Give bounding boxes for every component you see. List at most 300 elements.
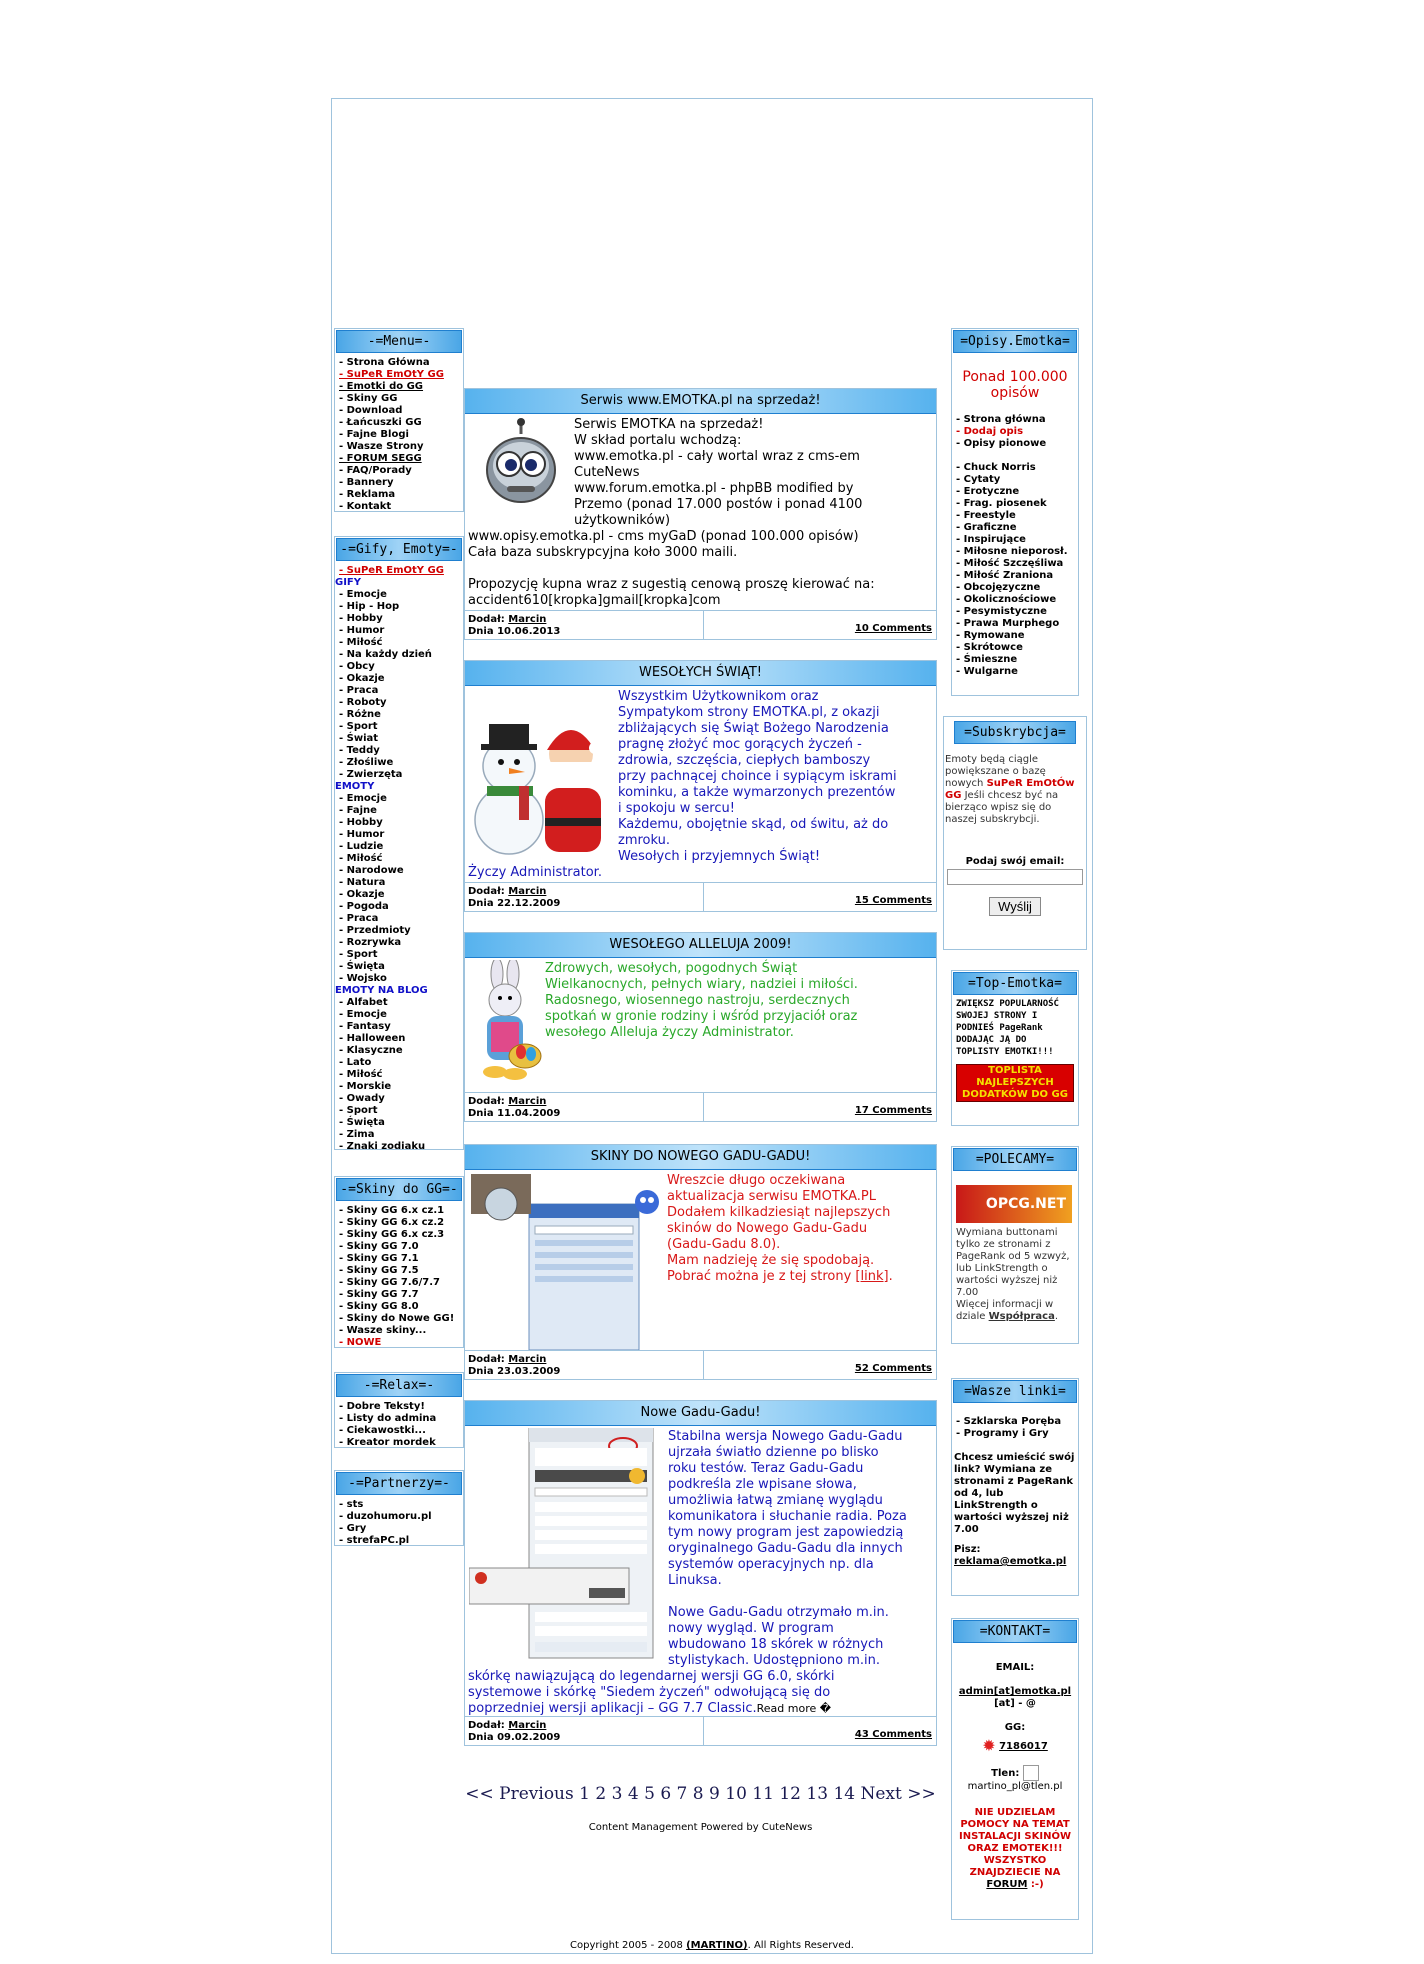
gify-item[interactable]: - Natura — [339, 877, 386, 888]
gify-header: -=Gify, Emoty=- — [336, 538, 462, 561]
menu-item[interactable]: - Kontakt — [339, 501, 392, 512]
pagination-page[interactable]: 3 — [611, 1784, 623, 1804]
subskrybcja-text — [944, 750, 1086, 826]
skiny-item[interactable]: - NOWE — [339, 1337, 382, 1348]
opisy-headline: Ponad 100.000 opisów — [962, 369, 1068, 401]
author-label: Dodał: — [468, 1096, 505, 1107]
pagination-page[interactable]: 2 — [595, 1784, 607, 1804]
post-footer — [465, 610, 936, 639]
gify-item[interactable]: - Sport — [339, 1105, 378, 1116]
polecamy-more-end: . — [1054, 1311, 1059, 1322]
opisy-item — [956, 450, 1078, 462]
post-line: Radosnego, wiosennego nastroju, serdecznych — [545, 993, 850, 1008]
menu-header: -=Menu=- — [336, 330, 462, 353]
comments-link[interactable]: 52 Comments — [854, 1363, 932, 1374]
news-post — [464, 932, 937, 1122]
gify-item[interactable]: - Hip - Hop — [339, 601, 400, 612]
subscribe-email-input[interactable] — [947, 869, 1083, 885]
post-line: użytkowników) — [574, 513, 671, 528]
subskrybcja-box — [943, 716, 1087, 950]
wasze-item[interactable]: - Szklarska Poręba — [956, 1416, 1062, 1427]
news-post — [464, 660, 937, 912]
comments-link[interactable]: 43 Comments — [854, 1729, 932, 1740]
tlen-label: Tlen: — [991, 1768, 1020, 1779]
opisy-item[interactable]: - Miłosne nieporosł. — [956, 546, 1068, 557]
author-label: Dodał: — [468, 1720, 505, 1731]
comments-cell — [703, 611, 936, 639]
gify-item[interactable]: - Sport — [339, 949, 378, 960]
gg-number-link[interactable]: 7186017 — [999, 1741, 1048, 1752]
comments-link[interactable]: 17 Comments — [854, 1105, 932, 1116]
post-line: umożliwia łatwą zmianę wyglądu — [668, 1493, 883, 1508]
post-title: Serwis www.EMOTKA.pl na sprzedaż! — [465, 389, 936, 414]
menu-item[interactable]: - FORUM SEGG — [339, 453, 422, 464]
relax-item[interactable]: - Listy do admina — [339, 1413, 437, 1424]
menu-item[interactable]: - Fajne Blogi — [339, 429, 409, 440]
post-line: oryginalnego Gadu-Gadu dla innych — [668, 1541, 903, 1556]
pagination-page[interactable]: 5 — [644, 1784, 655, 1804]
wasze-linki-text: Chcesz umieścić swój link? Wymiana ze stronami z PageRank od 4, lub LinkStrength o wartości wyższej niż 7.00 — [954, 1452, 1075, 1535]
gify-item[interactable]: - Owady — [339, 1093, 385, 1104]
opisy-item[interactable]: - Rymowane — [956, 630, 1025, 641]
post-footer — [465, 1092, 936, 1121]
menu-list — [335, 354, 463, 513]
post-line: spotkań w gronie rodziny i wśród przyjaciół oraz — [545, 1009, 858, 1024]
post-line: Linuksa. — [668, 1573, 722, 1588]
admin-email-link[interactable]: admin[at]emotka.pl — [958, 1686, 1072, 1697]
post-line: Propozycję kupna wraz z sugestią cenową proszę kierować na: — [468, 577, 875, 592]
post-text — [667, 1173, 933, 1285]
post-meta — [468, 1354, 560, 1378]
gify-item[interactable]: - Rozrywka — [339, 937, 402, 948]
pisz-section — [952, 1536, 1078, 1568]
post-line: zmroku. — [618, 833, 670, 848]
gify-item[interactable]: - Lato — [339, 1057, 372, 1068]
post-footer — [465, 1716, 936, 1745]
subskrybcja-text-end: Jeśli chcesz być na bierząco wpisz się do naszej subskrybcji. — [945, 790, 1059, 825]
post-text — [468, 417, 933, 609]
post-line: Wreszcie długo oczekiwana — [667, 1173, 846, 1188]
reklama-mail-link[interactable]: reklama@emotka.pl — [954, 1556, 1067, 1567]
post-body — [465, 958, 936, 1095]
polecamy-description: Wymiana buttonami tylko ze stronami z PageRank od 5 wzwyż, lub LinkStrength o wartości wyższej niż 7.00 — [956, 1227, 1070, 1298]
comments-cell — [703, 883, 936, 911]
post-date: Dnia 23.03.2009 — [468, 1366, 561, 1377]
gg-number-row — [952, 1736, 1078, 1755]
gify-item[interactable]: - Humor — [339, 829, 385, 840]
post-title: SKINY DO NOWEGO GADU-GADU! — [465, 1145, 936, 1170]
skiny-item[interactable]: - Skiny do Nowe GG! — [339, 1313, 455, 1324]
opisy-item[interactable]: - Pesymistyczne — [956, 606, 1047, 617]
post-line: wbudowano 18 skórek w różnych — [668, 1637, 884, 1652]
tlen-status-icon — [1023, 1765, 1039, 1781]
news-post — [464, 388, 937, 640]
opisy-item[interactable]: - Wulgarne — [956, 666, 1018, 677]
skiny-item[interactable]: - Wasze skiny... — [339, 1325, 427, 1336]
skiny-item[interactable]: - Skiny GG 7.5 — [339, 1265, 419, 1276]
news-post — [464, 1144, 937, 1380]
menu-item[interactable]: - Strona Główna — [339, 357, 430, 368]
gify-item[interactable]: - Alfabet — [339, 997, 388, 1008]
gify-item[interactable]: - Emocje — [339, 1009, 387, 1020]
gify-box — [334, 536, 464, 1150]
post-line: Stabilna wersja Nowego Gadu-Gadu — [668, 1429, 903, 1444]
author-label: Dodał: — [468, 886, 505, 897]
opisy-item[interactable]: - Okolicznościowe — [956, 594, 1057, 605]
pagination-page[interactable]: 12 — [779, 1784, 801, 1804]
menu-item[interactable]: - Wasze Strony — [339, 441, 424, 452]
gify-item[interactable]: - Zwierzęta — [339, 769, 403, 780]
easter-bunny-image — [467, 960, 547, 1088]
author-label: Dodał: — [468, 1354, 505, 1365]
gify-item[interactable]: - Narodowe — [339, 865, 404, 876]
post-line: tym nowy program jest zapowiedzią — [668, 1525, 904, 1540]
wspolpraca-link[interactable]: Współpraca — [988, 1311, 1055, 1322]
opisy-item[interactable]: - Miłość Zraniona — [956, 570, 1054, 581]
post-footer — [465, 882, 936, 911]
skiny-item[interactable]: - Skiny GG 6.x cz.2 — [339, 1217, 445, 1228]
relax-item[interactable]: - Ciekawostki... — [339, 1425, 426, 1436]
post-line: i spokoju w sercu! — [618, 801, 735, 816]
opcg-banner[interactable]: OPCG.NET — [956, 1185, 1072, 1223]
pagination-page[interactable]: 7 — [676, 1784, 688, 1804]
post-line: Cała baza subskrypcyjna koło 3000 maili. — [468, 545, 738, 560]
author-label: Dodał: — [468, 614, 505, 625]
post-line: www.emotka.pl - cały wortal wraz z cms-em — [574, 449, 860, 464]
gify-item[interactable]: - Fantasy — [339, 1021, 391, 1032]
gify-item[interactable]: - Hobby — [339, 613, 383, 624]
gify-item[interactable]: - Obcy — [339, 661, 375, 672]
gadu-gadu-skin-screenshot-image — [471, 1174, 665, 1350]
skiny-item[interactable]: - Skiny GG 7.1 — [339, 1253, 419, 1264]
comments-cell — [703, 1717, 936, 1745]
gify-item[interactable]: - Miłość — [339, 637, 383, 648]
skiny-item[interactable]: - Skiny GG 7.6/7.7 — [339, 1277, 441, 1288]
author-link[interactable]: Marcin — [508, 614, 547, 625]
menu-item[interactable]: - FAQ/Porady — [339, 465, 412, 476]
read-more-link[interactable]: Read more � — [756, 1702, 832, 1715]
post-line: accident610[kropka]gmail[kropka]com — [468, 593, 721, 608]
post-title: Nowe Gadu-Gadu! — [465, 1401, 936, 1426]
post-line: przy pachnącej choince i sypiącym iskrami — [618, 769, 897, 784]
post-line: Pobrać można je z tej strony [link]. — [667, 1269, 893, 1284]
post-line: Życzy Administrator. — [468, 865, 602, 880]
post-line: skórkę nawiązującą do legendarnej wersji GG 6.0, skórki — [468, 1669, 835, 1684]
post-line: roku testów. Teraz Gadu-Gadu — [668, 1461, 864, 1476]
skiny-item[interactable]: - Skiny GG 6.x cz.1 — [339, 1205, 445, 1216]
toplista-banner[interactable]: TOPLISTA NAJLEPSZYCH DODATKÓW DO GG — [956, 1064, 1074, 1102]
author-link[interactable]: Marcin — [508, 1354, 547, 1365]
opisy-item[interactable]: - Opisy pionowe — [956, 438, 1047, 449]
warning-text: NIE UDZIELAM POMOCY NA TEMAT INSTALACJI SKINÓW ORAZ EMOTEK!!! WSZYSTKO ZNAJDZIECIE NA — [958, 1807, 1072, 1878]
skins-download-link[interactable]: link — [860, 1269, 884, 1284]
post-meta — [468, 1096, 560, 1120]
pagination-page[interactable]: 11 — [752, 1784, 774, 1804]
pagination-page[interactable]: 4 — [627, 1784, 639, 1804]
copyright — [331, 1940, 1093, 1951]
gify-item[interactable]: - Pogoda — [339, 901, 389, 912]
menu-box — [334, 328, 464, 512]
copyright-text: Copyright 2005 - 2008 — [570, 1940, 687, 1951]
opisy-item[interactable]: - Obcojęzyczne — [956, 582, 1041, 593]
pagination-page[interactable]: 6 — [660, 1784, 672, 1804]
gify-item[interactable]: - Ludzie — [339, 841, 384, 852]
post-line: Zdrowych, wesołych, pogodnych Świąt — [545, 961, 798, 976]
top-emotka-header: =Top-Emotka= — [953, 972, 1077, 995]
link-bracket: ]. — [883, 1269, 893, 1284]
post-line: zdrowia, szczęścia, ciepłych bamboszy — [618, 753, 871, 768]
post-line: Wesołych i przyjemnych Świąt! — [618, 849, 821, 864]
relax-list — [335, 1398, 463, 1449]
relax-item[interactable]: - Kreator mordek — [339, 1437, 436, 1448]
gify-item[interactable]: - Miłość — [339, 853, 383, 864]
opisy-item[interactable]: - Inspirujące — [956, 534, 1026, 545]
author-link[interactable]: Marcin — [508, 1720, 547, 1731]
menu-item[interactable]: - Reklama — [339, 489, 396, 500]
menu-item[interactable]: - SuPeR EmOtY GG — [339, 369, 444, 380]
post-line: systemowe i skórkę "Siedem życzeń" odwołującą się do — [468, 1685, 831, 1700]
post-line: podkreśla zle wpisane słowa, — [668, 1477, 857, 1492]
post-line — [468, 561, 933, 577]
polecamy-text — [952, 1227, 1078, 1323]
gify-item[interactable]: - Miłość — [339, 1069, 383, 1080]
pagination-page[interactable]: 8 — [692, 1784, 704, 1804]
opisy-header: =Opisy.Emotka= — [953, 330, 1077, 353]
gify-item[interactable]: - Roboty — [339, 697, 387, 708]
menu-item[interactable]: - Bannery — [339, 477, 394, 488]
post-line: Każdemu, obojętnie skąd, od świtu, aż do — [618, 817, 889, 832]
gify-item[interactable]: - Teddy — [339, 745, 380, 756]
opisy-item[interactable]: - Śmieszne — [956, 654, 1018, 665]
opisy-item[interactable]: - Cytaty — [956, 474, 1001, 485]
email-label: Podaj swój email: — [965, 856, 1065, 867]
skiny-header: -=Skiny do GG=- — [336, 1178, 462, 1201]
post-date: Dnia 10.06.2013 — [468, 626, 561, 637]
post-meta — [468, 614, 560, 638]
author-link[interactable]: Marcin — [508, 886, 547, 897]
gify-item[interactable]: - Wojsko — [339, 973, 387, 984]
powered-by: Content Management Powered by CuteNews — [588, 1822, 813, 1833]
relax-item[interactable]: - Dobre Teksty! — [339, 1401, 425, 1412]
post-line: Przemo (ponad 17.000 postów i ponad 4100 — [574, 497, 863, 512]
opisy-item[interactable]: - Chuck Norris — [956, 462, 1036, 473]
wasze-list — [952, 1404, 1078, 1440]
gify-item[interactable]: - Morskie — [339, 1081, 392, 1092]
menu-item[interactable]: - Download — [339, 405, 403, 416]
gify-item[interactable]: - Przedmioty — [339, 925, 411, 936]
post-line: wesołego Alleluja życzy Administrator. — [545, 1025, 794, 1040]
wasze-linki-header: =Wasze linki= — [953, 1380, 1077, 1403]
post-line: stylistykach. Udostępniono m.in. — [668, 1653, 881, 1668]
comments-cell — [703, 1093, 936, 1121]
news-post — [464, 1400, 937, 1746]
gify-item[interactable]: - SuPeR EmOtY GG — [339, 565, 444, 576]
comments-link[interactable]: 10 Comments — [854, 623, 932, 634]
wasze-item[interactable]: - Programy i Gry — [956, 1428, 1049, 1439]
skiny-box — [334, 1176, 464, 1348]
pagination-next[interactable]: Next >> — [860, 1784, 936, 1804]
opisy-item[interactable]: - Dodaj opis — [956, 426, 1024, 437]
gify-item[interactable]: - Praca — [339, 913, 379, 924]
partnerzy-header: -=Partnerzy=- — [336, 1472, 462, 1495]
pagination-page[interactable]: 14 — [833, 1784, 856, 1804]
post-text — [468, 689, 933, 881]
top-emotka-text: ZWIĘKSZ POPULARNOŚĆ SWOJEJ STRONY I PODNIEŚ PageRank DODAJĄC JĄ DO TOPLISTY EMOTKI!!! — [956, 999, 1059, 1057]
subskrybcja-text-start: Emoty będą ciągle powiększane o bazę nowych — [945, 754, 1046, 789]
wasze-linki-box — [951, 1378, 1079, 1596]
kontakt-box — [951, 1618, 1079, 1920]
post-line: Wszystkim Użytkownikom oraz — [618, 689, 819, 704]
pagination-page[interactable]: 9 — [709, 1784, 720, 1804]
pagination — [464, 1784, 937, 1804]
post-line: poprzedniej wersji aplikacji – GG 7.7 Classic.Read more � — [468, 1701, 832, 1716]
warning-smile: :-) — [1027, 1879, 1044, 1890]
opisy-item[interactable]: - Erotyczne — [956, 486, 1020, 497]
forum-link[interactable]: FORUM — [986, 1879, 1028, 1890]
author-link[interactable]: Marcin — [508, 1096, 547, 1107]
opisy-item[interactable]: - Prawa Murphego — [956, 618, 1060, 629]
gify-item[interactable]: - Okazje — [339, 673, 385, 684]
gify-item[interactable]: - Praca — [339, 685, 379, 696]
subscribe-submit-button[interactable]: Wyślij — [989, 897, 1041, 916]
kontakt-header: =KONTAKT= — [953, 1620, 1077, 1643]
opisy-item[interactable]: - Frag. piosenek — [956, 498, 1047, 509]
gify-item[interactable]: - Fajne — [339, 805, 377, 816]
skiny-item[interactable]: - Skiny GG 6.x cz.3 — [339, 1229, 445, 1240]
tlen-row — [952, 1765, 1078, 1781]
gify-item[interactable]: - Sport — [339, 721, 378, 732]
post-line: www.opisy.emotka.pl - cms myGaD (ponad 100.000 opisów) — [468, 529, 859, 544]
post-line — [468, 1589, 933, 1605]
post-line: komunikatora i słuchanie radia. Poza — [668, 1509, 907, 1524]
pagination-previous[interactable]: << Previous — [465, 1784, 574, 1804]
subskrybcja-text-red: SuPeR EmOtÓw GG — [945, 778, 1075, 801]
partnerzy-item[interactable]: - sts — [339, 1499, 364, 1510]
polecamy-box — [951, 1146, 1079, 1344]
top-emotka-box — [951, 970, 1079, 1126]
menu-item[interactable]: - Skiny GG — [339, 393, 398, 404]
post-body — [465, 414, 936, 613]
post-text — [468, 1429, 933, 1717]
post-title: WESOŁYCH ŚWIĄT! — [465, 661, 936, 686]
gify-item[interactable]: - Humor — [339, 625, 385, 636]
post-date: Dnia 11.04.2009 — [468, 1108, 561, 1119]
gify-item[interactable]: - Zima — [339, 1129, 375, 1140]
pagination-page[interactable]: 10 — [725, 1784, 747, 1804]
pisz-label: Pisz: — [954, 1544, 981, 1555]
gg-status-icon: ✹ — [982, 1736, 996, 1755]
post-meta — [468, 886, 560, 910]
comments-cell — [703, 1351, 936, 1379]
gify-list — [335, 562, 463, 1153]
post-line: Nowe Gadu-Gadu otrzymało m.in. — [668, 1605, 889, 1620]
opisy-item[interactable]: - Miłość Szczęśliwa — [956, 558, 1064, 569]
gify-item[interactable]: - Znaki zodiaku — [339, 1141, 426, 1152]
post-line: www.forum.emotka.pl - phpBB modified by — [574, 481, 854, 496]
gify-item[interactable]: - Hobby — [339, 817, 383, 828]
email-heading: EMAIL: — [995, 1662, 1035, 1673]
opisy-item[interactable]: - Skrótowce — [956, 642, 1023, 653]
post-body — [465, 1170, 936, 1353]
opisy-item[interactable]: - Strona główna — [956, 414, 1046, 425]
skiny-list — [335, 1202, 463, 1349]
post-line: aktualizacja serwisu EMOTKA.PL — [667, 1189, 876, 1204]
skiny-item[interactable]: - Skiny GG 7.7 — [339, 1289, 419, 1300]
post-line: Wielkanocnych, pełnych wiary, nadziei i miłości. — [545, 977, 858, 992]
post-line: Sympatykom strony EMOTKA.pl, z okazji — [618, 705, 880, 720]
tlen-address: martino_pl@tlen.pl — [967, 1781, 1063, 1792]
opisy-item[interactable]: - Graficzne — [956, 522, 1017, 533]
skiny-item[interactable]: - Skiny GG 8.0 — [339, 1301, 419, 1312]
gify-item[interactable]: - Święta — [339, 1117, 385, 1128]
post-line: kominku, a także wymarzonych prezentów — [618, 785, 896, 800]
kontakt-warning — [952, 1807, 1078, 1891]
relax-box — [334, 1372, 464, 1448]
polecamy-more-text: Więcej informacji w dziale — [956, 1299, 1054, 1322]
partnerzy-item[interactable]: - duzohumoru.pl — [339, 1511, 432, 1522]
post-line: Serwis EMOTKA na sprzedaż! — [574, 417, 764, 432]
gg-heading: GG: — [1004, 1722, 1026, 1733]
gify-item[interactable]: - Klasyczne — [339, 1045, 403, 1056]
partnerzy-item[interactable]: - Gry — [339, 1523, 367, 1534]
gify-item: GIFY — [335, 577, 362, 588]
post-line: zbliżających się Świąt Bożego Narodzenia — [618, 721, 889, 736]
post-body — [465, 686, 936, 885]
post-line: nowy wygląd. W program — [668, 1621, 834, 1636]
gify-item[interactable]: - Emocje — [339, 793, 387, 804]
opisy-box — [951, 328, 1079, 696]
menu-item[interactable]: - Emotki do GG — [339, 381, 424, 392]
gify-item[interactable]: - Świat — [339, 733, 379, 744]
gify-item[interactable]: - Na każdy dzień — [339, 649, 432, 660]
skiny-item[interactable]: - Skiny GG 7.0 — [339, 1241, 419, 1252]
gify-item[interactable]: - Święta — [339, 961, 385, 972]
gify-item: EMOTY NA BLOG — [335, 985, 428, 996]
post-line: skinów do Nowego Gadu-Gadu — [667, 1221, 868, 1236]
post-line: (Gadu-Gadu 8.0). — [667, 1237, 781, 1252]
post-line: pragnę złożyć moc gorących życzeń - — [618, 737, 862, 752]
kontakt-content — [952, 1644, 1078, 1891]
gify-item[interactable]: - Okazje — [339, 889, 385, 900]
post-line: W skład portalu wchodzą: — [574, 433, 742, 448]
pagination-page[interactable]: 13 — [806, 1784, 829, 1804]
at-note: [at] - @ — [994, 1698, 1036, 1709]
post-body — [465, 1426, 936, 1719]
gify-item[interactable]: - Halloween — [339, 1033, 406, 1044]
copyright-link[interactable]: (MARTINO) — [686, 1940, 748, 1951]
post-meta — [468, 1720, 560, 1744]
relax-header: -=Relax=- — [336, 1374, 462, 1397]
post-title: WESOŁEGO ALLELUJA 2009! — [465, 933, 936, 958]
polecamy-header: =POLECAMY= — [953, 1148, 1077, 1171]
subskrybcja-header: =Subskrybcja= — [954, 721, 1076, 744]
post-line: systemów operacyjnych np. dla — [668, 1557, 874, 1572]
copyright-text-end: . All Rights Reserved. — [747, 1940, 854, 1951]
gify-item[interactable]: - Złośliwe — [339, 757, 394, 768]
comments-link[interactable]: 15 Comments — [854, 895, 932, 906]
partnerzy-item[interactable]: - strefaPC.pl — [339, 1535, 410, 1546]
gify-item[interactable]: - Emocje — [339, 589, 387, 600]
opisy-item[interactable]: - Freestyle — [956, 510, 1016, 521]
partnerzy-list — [335, 1496, 463, 1547]
post-line: CuteNews — [574, 465, 640, 480]
pagination-page: 1 — [579, 1784, 590, 1804]
opisy-list — [952, 411, 1078, 678]
menu-item[interactable]: - Łańcuszki GG — [339, 417, 422, 428]
post-text — [545, 961, 933, 1041]
gify-item[interactable]: - Różne — [339, 709, 381, 720]
post-footer — [465, 1350, 936, 1379]
